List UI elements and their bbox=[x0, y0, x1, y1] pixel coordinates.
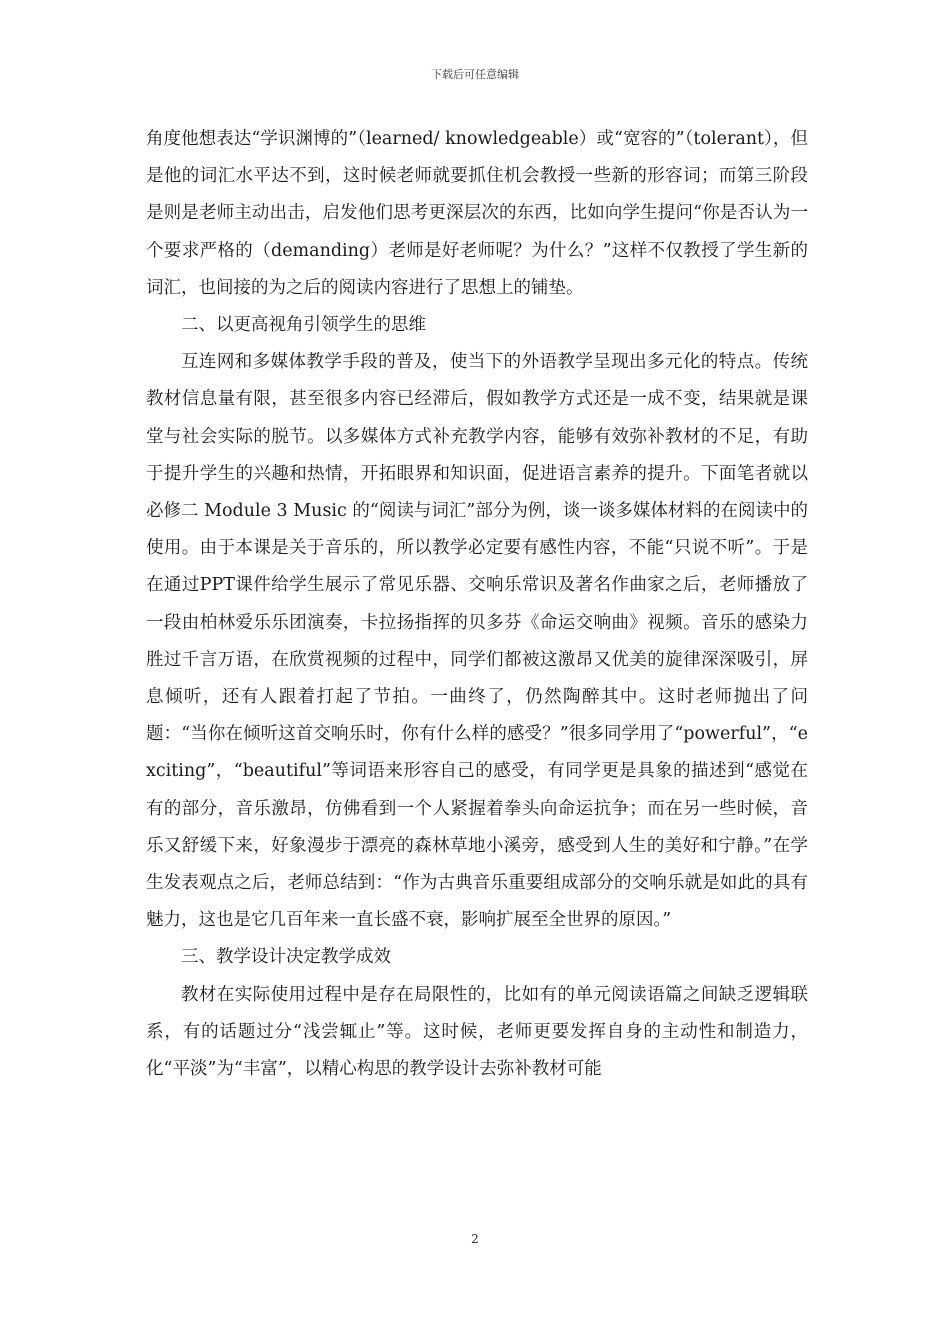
section-heading-2: 二、以更高视角引领学生的思维 bbox=[181, 315, 426, 336]
section-heading-3: 三、教学设计决定教学成效 bbox=[181, 947, 391, 968]
paragraph-1: 角度他想表达“学识渊博的”（learned/ knowledgeable）或“宽容的”（tolerant），但是他的词汇水平达不到，这时候老师就要抓住机会教授一些新的形容词；而第三阶段是则是老师主动出击，启发他们思考更深层次的东西，比如向学生提问“你是否认为一个要求严格的（demanding）老师是好老师呢？为什么？”这样不仅教授了学生新的词汇，也间接的为之后的阅读内容进行了思想上的铺垫。 bbox=[146, 129, 808, 298]
document-body bbox=[146, 121, 808, 1088]
paragraph-3: 教材在实际使用过程中是存在局限性的，比如有的单元阅读语篇之间缺乏逻辑联系，有的话题过分“浅尝辄止”等。这时候，老师更要发挥自身的主动性和制造力，化“平淡”为“丰富”，以精心构思的教学设计去弥补教材可能 bbox=[146, 984, 808, 1080]
page-number: 2 bbox=[471, 1232, 479, 1246]
page-header: 下载后可任意编辑 bbox=[431, 68, 519, 81]
paragraph-2: 互连网和多媒体教学手段的普及，使当下的外语教学呈现出多元化的特点。传统教材信息量有限，甚至很多内容已经滞后，假如教学方式还是一成不变，结果就是课堂与社会实际的脱节。以多媒体方式补充教学内容，能够有效弥补教材的不足，有助于提升学生的兴趣和热情，开拓眼界和知识面，促进语言素养的提升。下面笔者就以必修二 Module 3 Music 的“阅读与词汇”部分为例，谈一谈多媒体材料的在阅读中的使用。由于本课是关于音乐的，所以教学必定要有感性内容，不能“只说不听”。于是在通过PPT课件给学生展示了常见乐器、交响乐常识及著名作曲家之后，老师播放了一段由柏林爱乐乐团演奏，卡拉扬指挥的贝多芬《命运交响曲》视频。音乐的感染力胜过千言万语，在欣赏视频的过程中，同学们都被这激昂又优美的旋律深深吸引，屏息倾听，还有人跟着打起了节拍。一曲终了，仍然陶醉其中。这时老师抛出了问题：“当你在倾听这首交响乐时，你有什么样的感受？”很多同学用了“powerful”，“exciting”，“beautiful”等词语来形容自己的感受，有同学更是具象的描述到“感觉在有的部分，音乐激昂，仿佛看到一个人紧握着拳头向命运抗争；而在另一些时候，音乐又舒缓下来，好象漫步于漂亮的森林草地小溪旁，感受到人生的美好和宁静。”在学生发表观点之后，老师总结到：“作为古典音乐重要组成部分的交响乐就是如此的具有魅力，这也是它几百年来一直长盛不衰，影响扩展至全世界的原因。” bbox=[146, 352, 808, 931]
